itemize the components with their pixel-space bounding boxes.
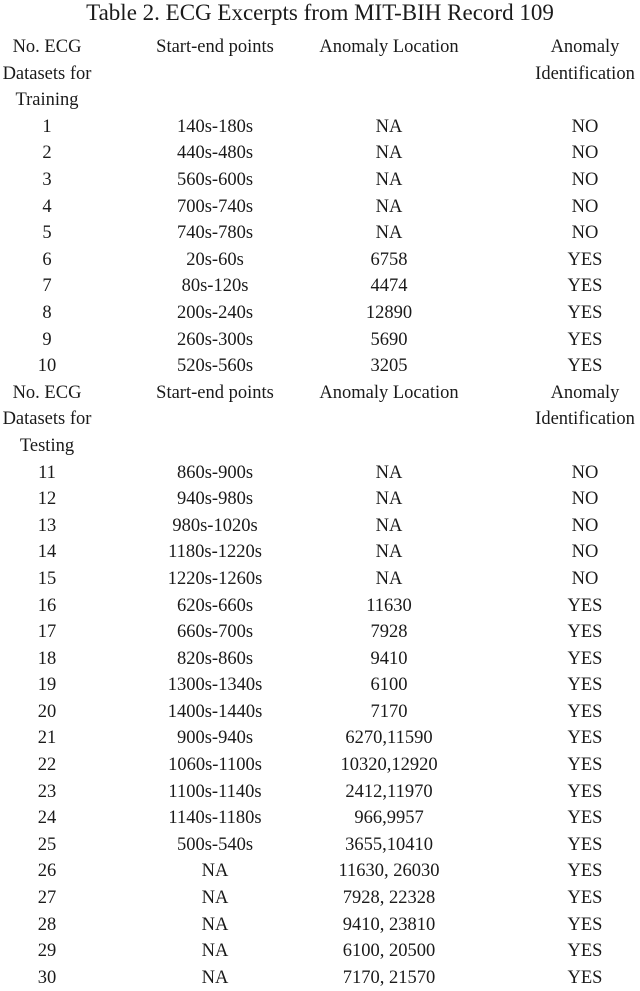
cell-start-end-points: 660s-700s [176,622,254,643]
cell-dataset-number: 4 [42,196,52,217]
cell-start-end-points: 80s-120s [181,276,249,297]
cell-dataset-number: 7 [42,276,52,297]
header-start-end-points: Start-end points [156,382,274,403]
cell-anomaly-location: 7170, 21570 [342,967,436,988]
table-row [0,167,640,194]
cell-anomaly-location: 9410 [370,648,408,669]
cell-anomaly-identification: YES [567,622,603,643]
table-row [0,247,640,274]
cell-anomaly-location: 3655,10410 [345,834,433,855]
cell-anomaly-identification: YES [567,834,603,855]
cell-anomaly-identification: NO [571,196,599,217]
training-rows [0,114,640,380]
cell-anomaly-location: NA [375,542,403,563]
cell-anomaly-identification: YES [567,276,603,297]
cell-dataset-number: 12 [37,489,57,510]
cell-dataset-number: 26 [37,861,57,882]
cell-dataset-number: 23 [37,781,57,802]
cell-anomaly-identification: YES [567,888,603,909]
cell-anomaly-location: NA [375,116,403,137]
cell-anomaly-identification: NO [571,223,599,244]
table-row [0,752,640,779]
cell-anomaly-identification: YES [567,781,603,802]
cell-anomaly-identification: YES [567,755,603,776]
cell-anomaly-location: NA [375,196,403,217]
cell-anomaly-location: NA [375,489,403,510]
cell-dataset-number: 21 [37,728,57,749]
table-row [0,672,640,699]
cell-anomaly-location: NA [375,223,403,244]
cell-dataset-number: 14 [37,542,57,563]
cell-anomaly-identification: YES [567,701,603,722]
cell-start-end-points: 20s-60s [186,249,244,270]
table-row [0,858,640,885]
cell-dataset-number: 3 [42,169,52,190]
table-header-testing [0,380,640,460]
header-dataset-number: No. ECG Datasets for Testing [2,382,92,456]
table-row [0,486,640,513]
cell-start-end-points: 1220s-1260s [167,568,263,589]
cell-dataset-number: 6 [42,249,52,270]
header-dataset-number: No. ECG Datasets for Training [2,37,92,111]
table-row [0,566,640,593]
cell-anomaly-identification: NO [571,462,599,483]
cell-start-end-points: 620s-660s [176,595,254,616]
cell-anomaly-location: 6100 [370,675,408,696]
cell-anomaly-identification: YES [567,356,603,377]
cell-anomaly-identification: YES [567,302,603,323]
cell-dataset-number: 11 [38,462,56,483]
cell-start-end-points: 440s-480s [176,143,254,164]
cell-dataset-number: 1 [42,116,52,137]
cell-start-end-points: 900s-940s [176,728,254,749]
cell-anomaly-identification: NO [571,116,599,137]
cell-dataset-number: 27 [37,888,57,909]
cell-anomaly-location: NA [375,515,403,536]
cell-anomaly-location: 7928, 22328 [342,888,436,909]
cell-anomaly-location: 966,9957 [354,808,424,829]
table-row [0,327,640,354]
cell-start-end-points: 140s-180s [176,116,254,137]
table-row [0,832,640,859]
cell-start-end-points: NA [201,967,229,988]
cell-dataset-number: 5 [42,223,52,244]
table-row [0,699,640,726]
cell-start-end-points: NA [201,861,229,882]
cell-anomaly-location: 7170 [370,701,408,722]
cell-start-end-points: 940s-980s [176,489,254,510]
table-row [0,114,640,141]
cell-anomaly-location: 9410, 23810 [342,914,436,935]
cell-anomaly-location: 11630, 26030 [338,861,440,882]
header-anomaly-identification: Anomaly Identification [535,37,635,84]
table-row [0,300,640,327]
cell-dataset-number: 20 [37,701,57,722]
cell-start-end-points: 200s-240s [176,302,254,323]
cell-anomaly-identification: YES [567,675,603,696]
cell-start-end-points: 1100s-1140s [168,781,262,802]
header-anomaly-location: Anomaly Location [319,37,459,57]
cell-dataset-number: 13 [37,515,57,536]
cell-dataset-number: 22 [37,755,57,776]
table-row [0,353,640,380]
cell-anomaly-identification: NO [571,143,599,164]
cell-anomaly-identification: YES [567,329,603,350]
cell-start-end-points: 820s-860s [176,648,254,669]
cell-start-end-points: 1180s-1220s [168,542,262,563]
table-row [0,593,640,620]
table-row [0,273,640,300]
cell-start-end-points: NA [201,888,229,909]
cell-anomaly-location: 6100, 20500 [342,941,436,962]
cell-anomaly-identification: NO [571,542,599,563]
cell-dataset-number: 28 [37,914,57,935]
cell-start-end-points: 260s-300s [176,329,254,350]
cell-start-end-points: 860s-900s [176,462,254,483]
cell-anomaly-location: 4474 [370,276,408,297]
cell-anomaly-location: NA [375,143,403,164]
table-row [0,938,640,965]
cell-start-end-points: 1140s-1180s [168,808,262,829]
header-start-end-points: Start-end points [156,37,274,57]
cell-start-end-points: NA [201,941,229,962]
table-row [0,646,640,673]
table-row [0,539,640,566]
cell-anomaly-identification: YES [567,808,603,829]
cell-dataset-number: 9 [42,329,52,350]
table-title: Table 2. ECG Excerpts from MIT-BIH Record 109 [86,0,554,25]
cell-start-end-points: 1400s-1440s [167,701,263,722]
cell-anomaly-location: NA [375,568,403,589]
cell-dataset-number: 24 [37,808,57,829]
header-anomaly-identification: Anomaly Identification [535,382,635,430]
cell-dataset-number: 16 [37,595,57,616]
table-row [0,460,640,487]
cell-anomaly-location: 6270,11590 [345,728,433,749]
cell-start-end-points: NA [201,914,229,935]
cell-anomaly-identification: YES [567,941,603,962]
cell-anomaly-location: 2412,11970 [345,781,433,802]
cell-anomaly-location: 12890 [365,302,413,323]
cell-anomaly-identification: NO [571,489,599,510]
ecg-excerpts-table [0,34,640,991]
cell-start-end-points: 700s-740s [176,196,254,217]
cell-dataset-number: 18 [37,648,57,669]
cell-anomaly-location: 10320,12920 [340,755,438,776]
table-row [0,912,640,939]
table-row [0,513,640,540]
cell-anomaly-location: 5690 [370,329,408,350]
cell-dataset-number: 19 [37,675,57,696]
table-row [0,140,640,167]
cell-anomaly-identification: YES [567,861,603,882]
cell-dataset-number: 10 [37,356,57,377]
cell-start-end-points: 980s-1020s [172,515,258,536]
cell-start-end-points: 560s-600s [176,169,254,190]
table-row [0,220,640,247]
cell-anomaly-location: NA [375,462,403,483]
cell-anomaly-identification: YES [567,249,603,270]
cell-anomaly-identification: NO [571,568,599,589]
cell-anomaly-identification: YES [567,967,603,988]
cell-anomaly-identification: NO [571,169,599,190]
header-anomaly-location: Anomaly Location [319,382,459,403]
testing-rows [0,460,640,991]
cell-start-end-points: 740s-780s [176,223,254,244]
cell-start-end-points: 1300s-1340s [167,675,263,696]
cell-anomaly-location: 7928 [370,622,408,643]
table-row [0,885,640,912]
table-row [0,965,640,991]
table-row [0,619,640,646]
cell-dataset-number: 17 [37,622,57,643]
table-header-training [0,34,640,114]
cell-anomaly-identification: YES [567,595,603,616]
cell-dataset-number: 30 [37,967,57,988]
cell-anomaly-identification: NO [571,515,599,536]
cell-start-end-points: 500s-540s [176,834,254,855]
cell-anomaly-identification: YES [567,648,603,669]
cell-anomaly-location: 11630 [366,595,412,616]
cell-anomaly-identification: YES [567,728,603,749]
cell-dataset-number: 2 [42,143,52,164]
table-row [0,194,640,221]
cell-dataset-number: 29 [37,941,57,962]
cell-dataset-number: 25 [37,834,57,855]
table-row [0,805,640,832]
cell-anomaly-identification: YES [567,914,603,935]
cell-anomaly-location: 6758 [370,249,408,270]
table-row [0,725,640,752]
cell-anomaly-location: NA [375,169,403,190]
cell-anomaly-location: 3205 [370,356,408,377]
cell-dataset-number: 8 [42,302,52,323]
cell-start-end-points: 1060s-1100s [168,755,262,776]
table-row [0,779,640,806]
cell-start-end-points: 520s-560s [176,356,254,377]
cell-dataset-number: 15 [37,568,57,589]
